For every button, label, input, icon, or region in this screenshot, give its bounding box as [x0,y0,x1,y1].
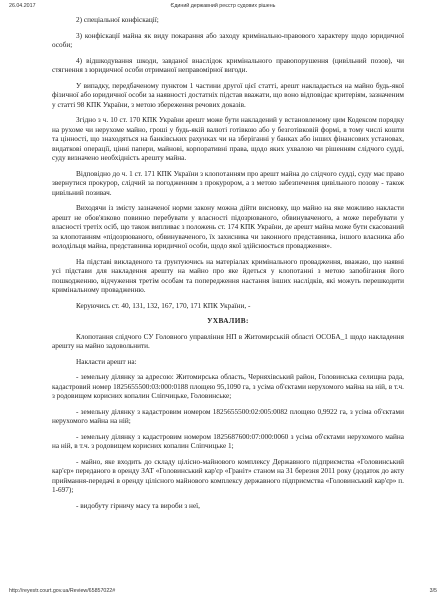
paragraph-article-171: Відповідно до ч. 1 ст. 171 КПК України з клопотанням про арешт майна до слідчого судді, суду має право звернутися прокурор, слідчий за погодженням з прокурором, а з метою забезпечення цивільного позову - також цивільний позивач. [52,169,404,197]
paragraph-third-parties: Виходячи із змісту зазначеної норми закону можна дійти висновку, що майно на яке можливо накласти арешт не обов'язково повинно перебувати у власності підозрюваного, обвинуваченого, а може перебувати у власності третіх осіб, що також випливає з положень ст. 174 КПК України, де арешт майна може бути скасований за клопотанням «підозрюваного, обвинуваченого, їх захисника чи законного представника, іншого власника або володільця майна, представника юридичної особи, щодо якої здійснюється провадження». [52,204,404,250]
page-number: 3/5 [429,588,437,594]
decision-property-complex: - майно, яке входить до складу цілісно-майнового комплексу Державного підприємства «Головинський кар'єр» переданого в оренду ЗАТ «Головинський кар'єр «Граніт» станом на 31 березня 2011 року (додаток до акту приймання-передачі в оренду цілісного майнового комплексу державного підприємства «Головинський кар'єр» п. 1-697); [52,457,404,494]
paragraph-guided-by: Керуючись ст. 40, 131, 132, 167, 170, 171 КПК України, - [76,301,251,310]
document-body [52,16,404,511]
decision-petition: Клопотання слідчого СУ Головного управління НП в Житомирській області ОСОБА_1 щодо накладення арешту на майно задовольнити. [52,332,404,350]
footer-url: http://reyestr.court.gov.ua/Review/65857022# [9,588,116,594]
decision-mined-mass: - видобуту гірничу масу та вироби з неї, [76,501,200,510]
header-registry-title: Єдиний державний реєстр судових рішень [170,3,276,9]
paragraph-conclusion: На підставі викладеного та ґрунтуючись на матеріалах кримінального провадження, вважаю, що наявні усі підстави для накладення арешту на майно про яке йдеться у клопотанні з метою запобігання його пошкодженню, відчуження третім особам та попередження настання інших наслідків, які можуть перешкодити кримінальному провадженню. [52,257,404,294]
decision-arrest-intro: Накласти арешт на: [76,357,137,366]
page-footer [9,588,437,598]
decision-heading: УХВАЛИВ: [207,317,249,325]
paragraph-article-170: Згідно з ч. 10 ст. 170 КПК України арешт може бути накладений у встановленому цим Кодексом порядку на рухоме чи нерухоме майно, гроші у будь-якій валюті готівкою або у безготівковій формі, в тому числі кошти та цінності, що знаходяться на банківських рахунках чи на зберіганні у банках або інших фінансових установах, видаткові операції, цінні папери, майнові, корпоративні права, щодо яких ухвалою чи рішенням слідчого судді, суду визначено необхідність арешту майна. [52,116,404,162]
header-date: 26.04.2017 [9,3,36,9]
paragraph-article-98: У випадку, передбаченому пунктом 1 частини другої цієї статті, арешт накладається на майно будь-якої фізичної або юридичної особи за наявності достатніх підстав вважати, що воно відповідає критеріям, зазначеним у статті 98 КПК України, з метою збереження речових доказів. [52,81,404,109]
decision-land-plot-1: - земельну ділянку за адресою: Житомирська область, Черняхівський район, Головинська селищна рада, кадастровий номер 1825655500:03:000:0188 площею 95,1090 га, з усіма об'єктами нерухомого майна на ній, в т.ч. з родовищем корисних копалин Сліпчицьке, Головинське; [52,373,404,400]
decision-land-plot-3: - земельну ділянку з кадастровим номером 1825687600:07:000:0060 з усіма об'єктами нерухомого майна на ній, в т.ч. з родовищем корисних копалин Сліпчицьке 1; [52,432,404,450]
paragraph-item-3: 3) конфіскації майна як виду покарання або заходу кримінально-правового характеру щодо юридичної особи; [52,31,404,49]
paragraph-item-2: 2) спеціальної конфіскації; [76,16,159,24]
page-header [9,3,437,13]
decision-land-plot-2: - земельну ділянку з кадастровим номером 1825655500:02:005:0082 площею 0,9922 га, з усіма об'єктами нерухомого майна на ній; [52,407,404,425]
paragraph-item-4: 4) відшкодування шкоди, завданої внаслідок кримінального правопорушення (цивільний позов), чи стягнення з юридичної особи отриманої неправомірної вигоди. [52,56,404,74]
